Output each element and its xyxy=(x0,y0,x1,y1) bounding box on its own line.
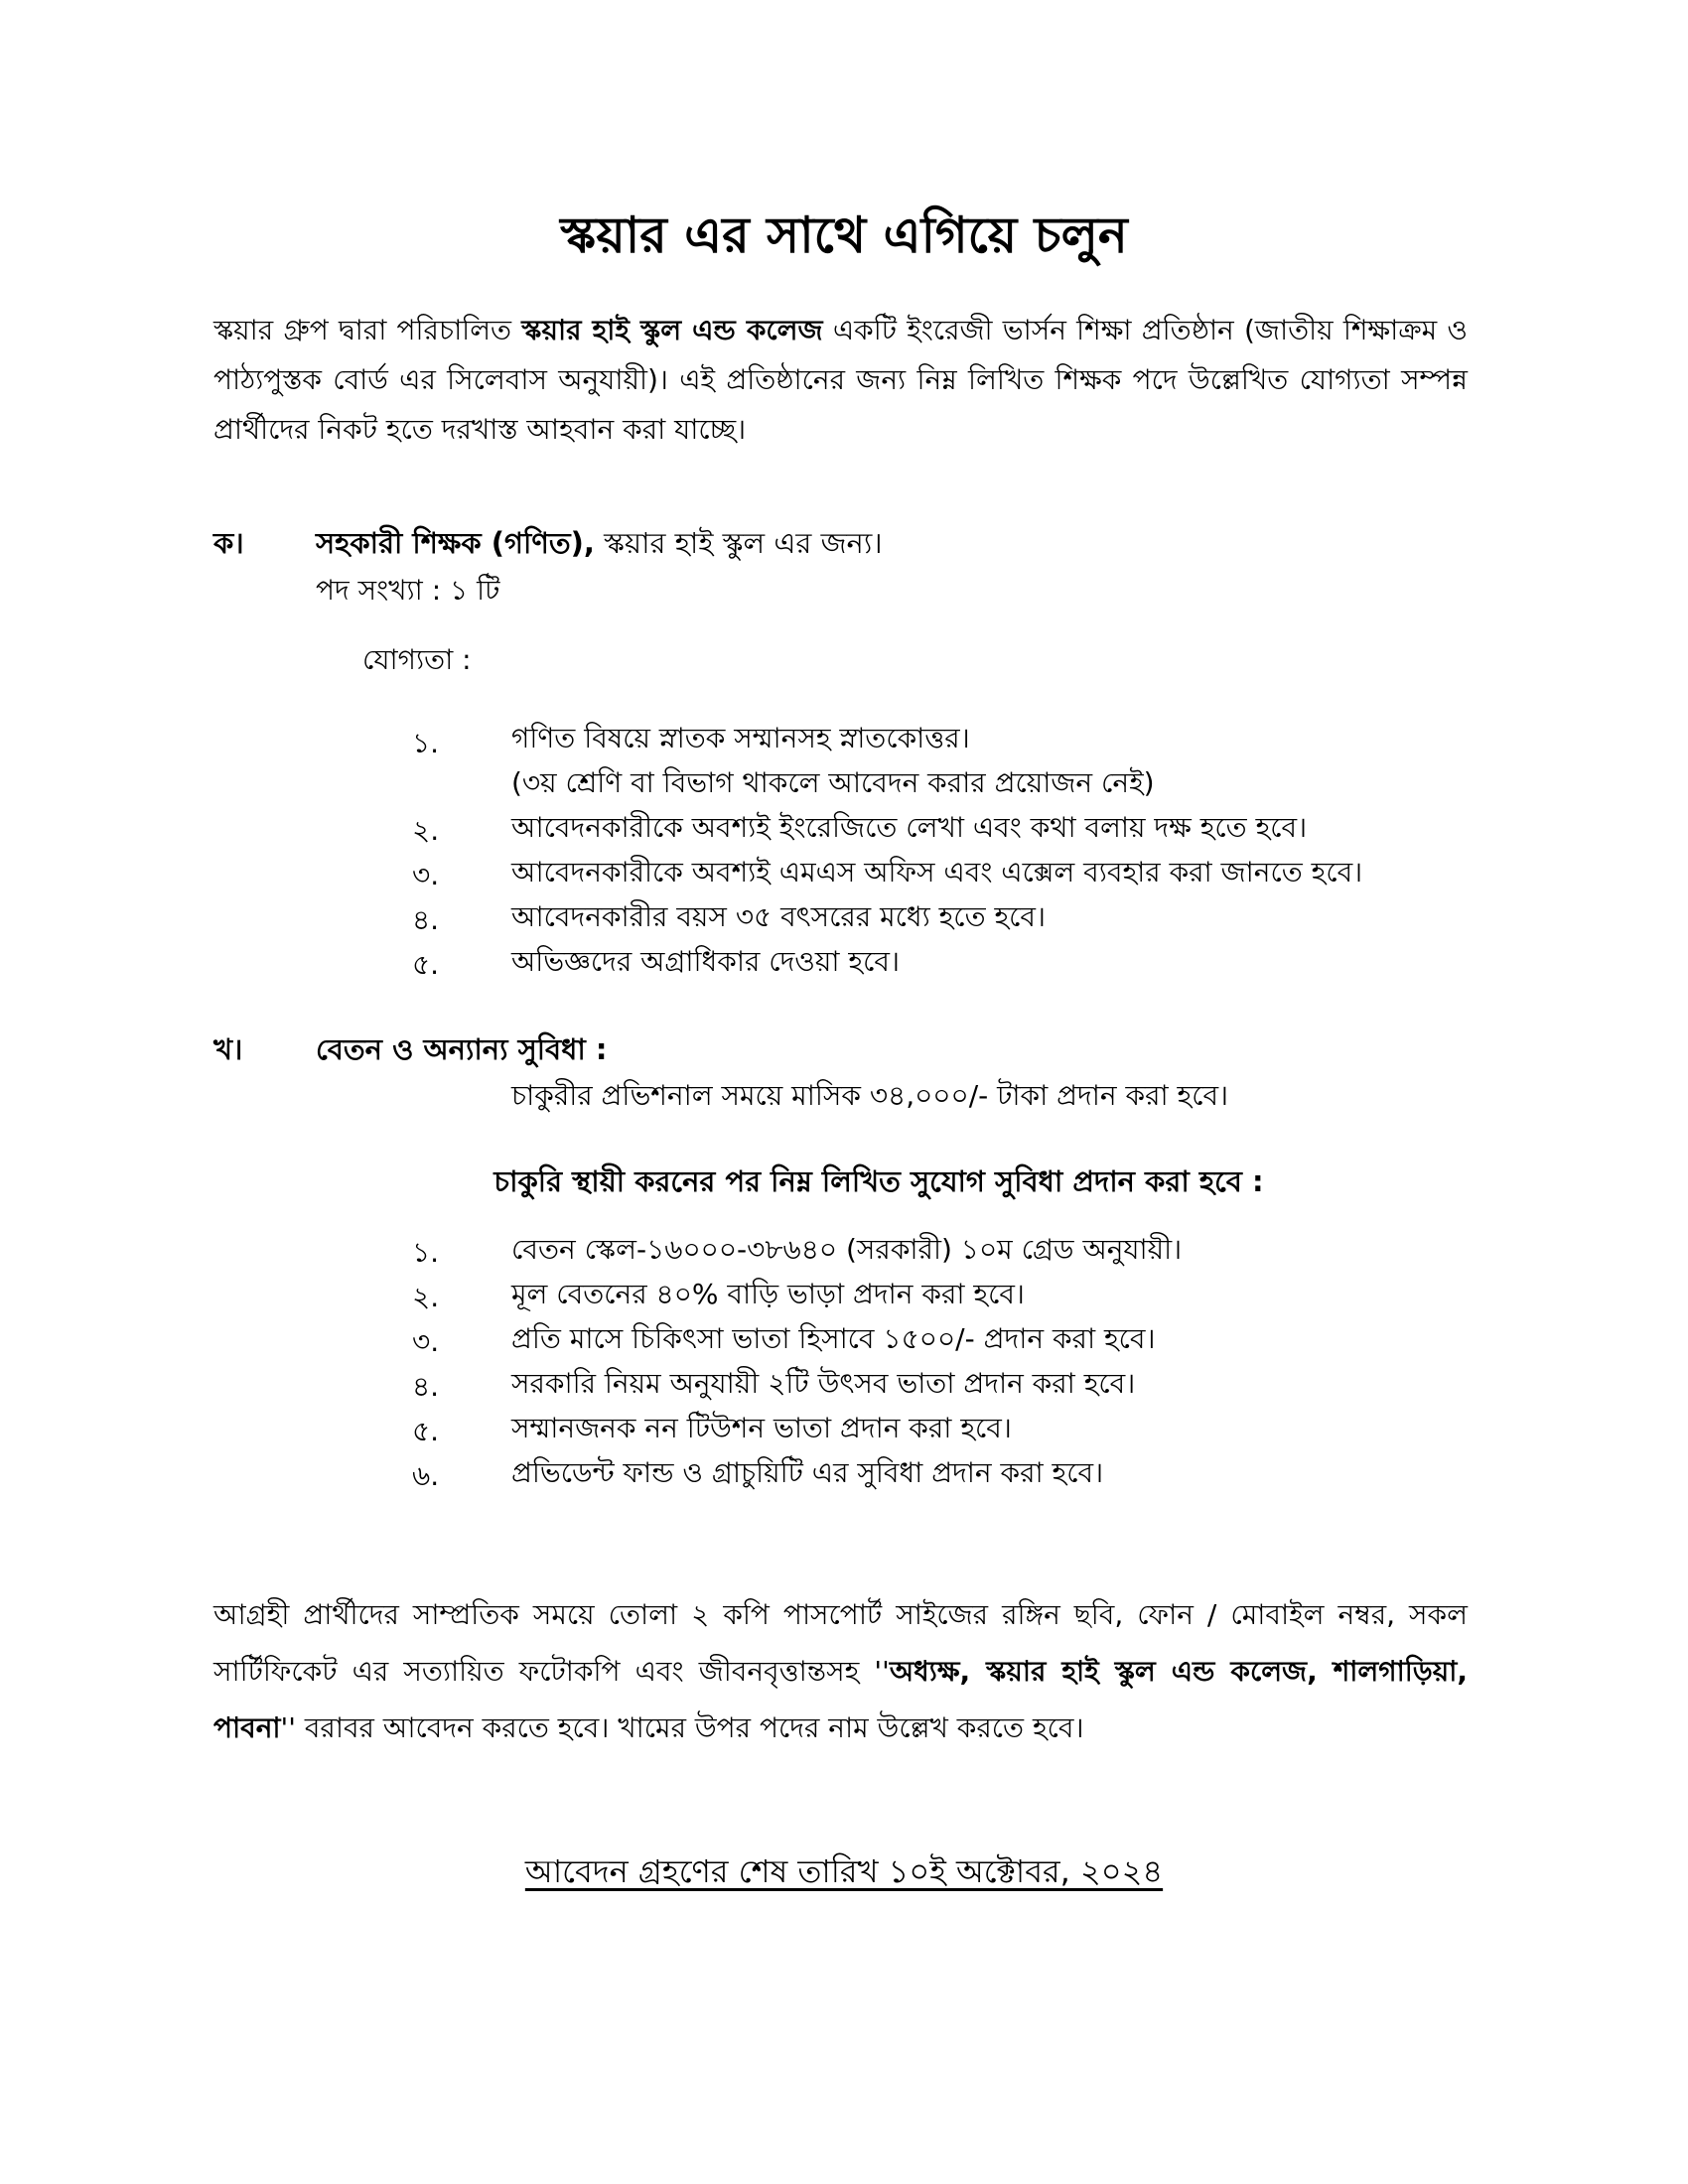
list-number: ৬. xyxy=(412,1459,440,1492)
section-kha-marker: খ। xyxy=(213,1032,243,1066)
list-text: আবেদনকারীকে অবশ্যই এমএস অফিস এবং এক্সেল ব্যবহার করা জানতে হবে। xyxy=(511,856,1363,888)
list-text: প্রতি মাসে চিকিৎসা ভাতা হিসাবে ১৫০০/- প্রদান করা হবে। xyxy=(511,1322,1156,1355)
post-heading xyxy=(316,521,883,570)
list-text: প্রভিডেন্ট ফান্ড ও গ্রাচুয়িটি এর সুবিধা প্রদান করা হবে। xyxy=(511,1456,1104,1489)
section-ka-marker: ক। xyxy=(213,526,244,560)
page-title: স্কয়ার এর সাথে এগিয়ে চলুন xyxy=(560,206,1128,264)
list-number: ৩. xyxy=(412,1325,440,1358)
post-suffix: স্কয়ার হাই স্কুল এর জন্য। xyxy=(594,526,883,560)
deadline-line xyxy=(0,1846,1688,1900)
closing-text-2: '' বরাবর আবেদন করতে হবে। খামের উপর পদের নাম উল্লেখ করতে হবে। xyxy=(280,1711,1084,1744)
list-number: ৪. xyxy=(412,1370,440,1403)
list-text: অভিজ্ঞদের অগ্রাধিকার দেওয়া হবে। xyxy=(511,945,900,978)
probation-salary: চাকুরীর প্রভিশনাল সময়ে মাসিক ৩৪,০০০/- টাকা প্রদান করা হবে। xyxy=(511,1079,1229,1112)
intro-text-2: একটি ইংরেজী ভার্সন শিক্ষা প্রতিষ্ঠান (জাতীয় শিক্ষাক্রম ও পাঠ্যপুস্তক বোর্ড এর সিলেবাস অনুযায়ী)। এই প্রতিষ্ঠানের জন্য নিম্ন লিখিত শিক্ষক পদে উল্লেখিত যোগ্যতা সম্পন্ন প্রার্থীদের নিকট হতে দরখাস্ত আহবান করা যাচ্ছে। xyxy=(213,314,1468,446)
intro-text-1: স্কয়ার গ্রুপ দ্বারা পরিচালিত xyxy=(213,314,522,346)
list-text: গণিত বিষয়ে স্নাতক সম্মানসহ স্নাতকোত্তর। xyxy=(511,722,970,754)
school-name: স্কয়ার হাই স্কুল এন্ড কলেজ xyxy=(521,314,823,346)
list-number: ২. xyxy=(412,1281,440,1313)
list-text: আবেদনকারীর বয়স ৩৫ বৎসরের মধ্যে হতে হবে। xyxy=(511,900,1047,933)
benefits-heading: চাকুরি স্থায়ী করনের পর নিম্ন লিখিত সুযোগ সুবিধা প্রদান করা হবে : xyxy=(493,1164,1264,1198)
salary-heading: বেতন ও অন্যান্য সুবিধা : xyxy=(316,1032,608,1066)
list-text: সরকারি নিয়ম অনুযায়ী ২টি উৎসব ভাতা প্রদান করা হবে। xyxy=(511,1367,1136,1400)
list-text: সম্মানজনক নন টিউশন ভাতা প্রদান করা হবে। xyxy=(511,1412,1012,1444)
list-number: ১. xyxy=(412,1236,440,1269)
list-text: আবেদনকারীকে অবশ্যই ইংরেজিতে লেখা এবং কথা বলায় দক্ষ হতে হবে। xyxy=(511,811,1308,844)
closing-text-1: আগ্রহী প্রার্থীদের সাম্প্রতিক সময়ে তোলা ২ কপি পাসপোর্ট সাইজের রঙ্গিন ছবি, ফোন / মোবাইল নম্বর, সকল সার্টিফিকেট এর সত্যায়িত ফটোকপি এবং জীবনবৃত্তান্তসহ '' xyxy=(213,1598,1468,1688)
closing-paragraph xyxy=(213,1586,1468,1756)
qualification-label: যোগ্যতা : xyxy=(362,643,472,676)
list-number: ৩. xyxy=(412,859,440,891)
list-text: মূল বেতনের ৪০% বাড়ি ভাড়া প্রদান করা হবে। xyxy=(511,1278,1025,1310)
list-number: ৪. xyxy=(412,903,440,936)
list-number: ৫. xyxy=(412,948,440,981)
application-address: অধ্যক্ষ, স্কয়ার হাই স্কুল এন্ড কলেজ, শালগাড়িয়া, পাবনা xyxy=(213,1655,1468,1744)
intro-paragraph xyxy=(213,306,1468,455)
list-number: ১. xyxy=(412,727,440,759)
list-text: বেতন স্কেল-১৬০০০-৩৮৬৪০ (সরকারী) ১০ম গ্রেড অনুযায়ী। xyxy=(511,1233,1183,1266)
list-number: ৫. xyxy=(412,1415,440,1447)
list-text: (৩য় শ্রেণি বা বিভাগ থাকলে আবেদন করার প্রয়োজন নেই) xyxy=(511,766,1155,799)
deadline-text: আবেদন গ্রহণের শেষ তারিখ ১০ই অক্টোবর, ২০২৪ xyxy=(524,1852,1164,1890)
list-number: ২. xyxy=(412,814,440,847)
post-title: সহকারী শিক্ষক (গণিত), xyxy=(316,526,595,560)
post-count: পদ সংখ্যা : ১ টি xyxy=(316,574,500,607)
